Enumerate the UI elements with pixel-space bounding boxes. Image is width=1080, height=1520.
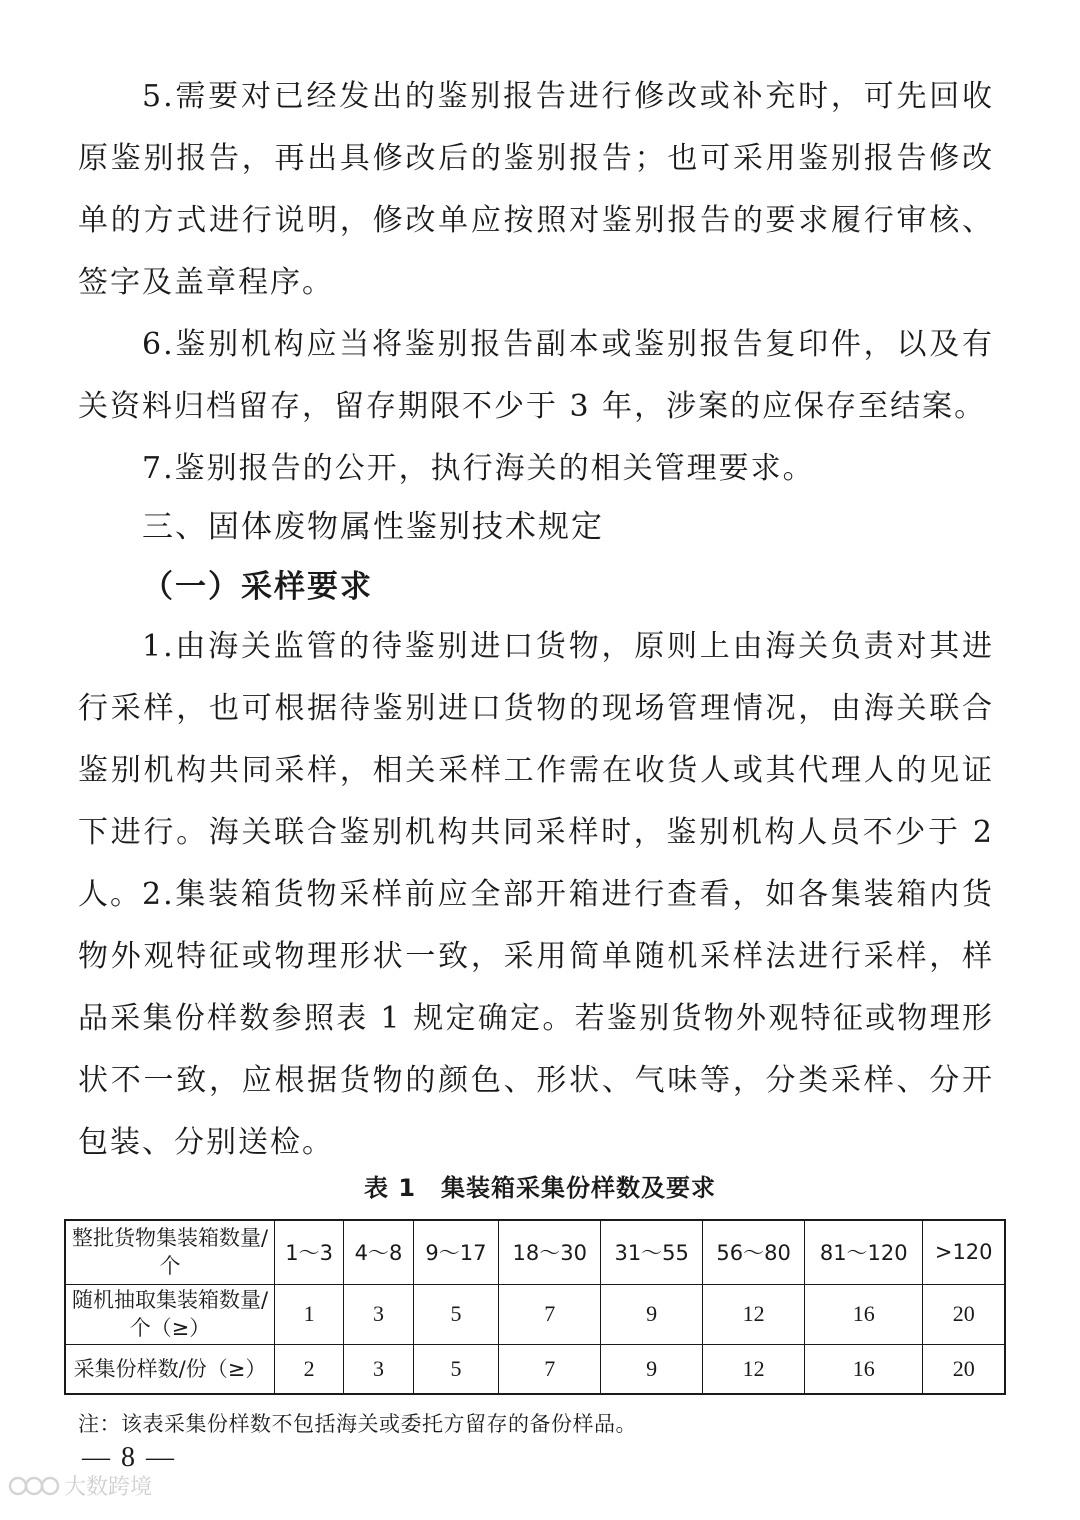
table-cell: 56～80: [703, 1220, 805, 1284]
paragraph-5: 5.需要对已经发出的鉴别报告进行修改或补充时，可先回收原鉴别报告，再出具修改后的鉴别报告；也可采用鉴别报告修改单的方式进行说明，修改单应按照对鉴别报告的要求履行审核、签字及盖章程序。: [78, 79, 994, 300]
table-cell: 3: [344, 1344, 413, 1394]
paragraph-6: 6.鉴别机构应当将鉴别报告副本或鉴别报告复印件，以及有关资料归档留存，留存期限不少于 3 年，涉案的应保存至结案。: [78, 327, 994, 424]
page-number: — 8 —: [82, 1442, 176, 1473]
table-cell: 20: [923, 1284, 1005, 1344]
section-heading: 三、固体废物属性鉴别技术规定: [142, 509, 604, 545]
table-cell: 7: [499, 1344, 601, 1394]
table-cell: 9: [601, 1284, 703, 1344]
sampling-paragraph-1: 1.由海关监管的待鉴别进口货物，原则上由海关负责对其进行采样，也可根据待鉴别进口货物的现场管理情况，由海关联合鉴别机构共同采样，相关采样工作需在收货人或其代理人的见证下进行。海关联合鉴别机构共同采样时，鉴别机构人员不少于 2 人。: [78, 629, 994, 912]
table-cell: 81～120: [805, 1220, 923, 1284]
table-cell: 31～55: [601, 1220, 703, 1284]
subsection-heading: （一）采样要求: [142, 569, 373, 605]
table-cell: 16: [805, 1344, 923, 1394]
row-header: 随机抽取集装箱数量/个（≥）: [65, 1284, 275, 1344]
table-cell: 18～30: [499, 1220, 601, 1284]
watermark-text: 大数跨境: [64, 1475, 153, 1500]
table-cell: 20: [923, 1344, 1005, 1394]
table-cell: 16: [805, 1284, 923, 1344]
table-cell: 1～3: [275, 1220, 344, 1284]
table-cell: 7: [499, 1284, 601, 1344]
table-cell: 12: [703, 1344, 805, 1394]
table-cell: 12: [703, 1284, 805, 1344]
watermark-logo-icon: [8, 1471, 60, 1501]
table-caption: 表 1 集装箱采集份样数及要求: [363, 1174, 717, 1202]
table-row-sample-counts: [65, 1344, 1005, 1394]
table-cell: 3: [344, 1284, 413, 1344]
watermark: [8, 1470, 152, 1501]
table-note: 注：该表采集份样数不包括海关或委托方留存的备份样品。: [78, 1412, 637, 1436]
table-cell: 1: [275, 1284, 344, 1344]
table-cell: 4～8: [344, 1220, 413, 1284]
table-cell: 9: [601, 1344, 703, 1394]
paragraph-7: 7.鉴别报告的公开，执行海关的相关管理要求。: [142, 451, 815, 486]
table-cell: 9～17: [413, 1220, 499, 1284]
table-cell: 5: [413, 1284, 499, 1344]
table-cell: >120: [923, 1220, 1005, 1284]
sampling-paragraph-2: 2.集装箱货物采样前应全部开箱进行查看，如各集装箱内货物外观特征或物理形状一致，采用简单随机采样法进行采样，样品采集份样数参照表 1 规定确定。若鉴别货物外观特征或物理形状不一致，应根据货物的颜色、形状、气味等，分类采样、分开包装、分别送检。: [78, 877, 994, 1160]
table-row-random-containers: [65, 1284, 1005, 1344]
sampling-table: [64, 1219, 1006, 1395]
table-cell: 2: [275, 1344, 344, 1394]
table-row-container-counts: [65, 1220, 1005, 1284]
row-header: 整批货物集装箱数量/个: [65, 1220, 275, 1284]
table-cell: 5: [413, 1344, 499, 1394]
row-header: 采集份样数/份（≥）: [65, 1344, 275, 1394]
